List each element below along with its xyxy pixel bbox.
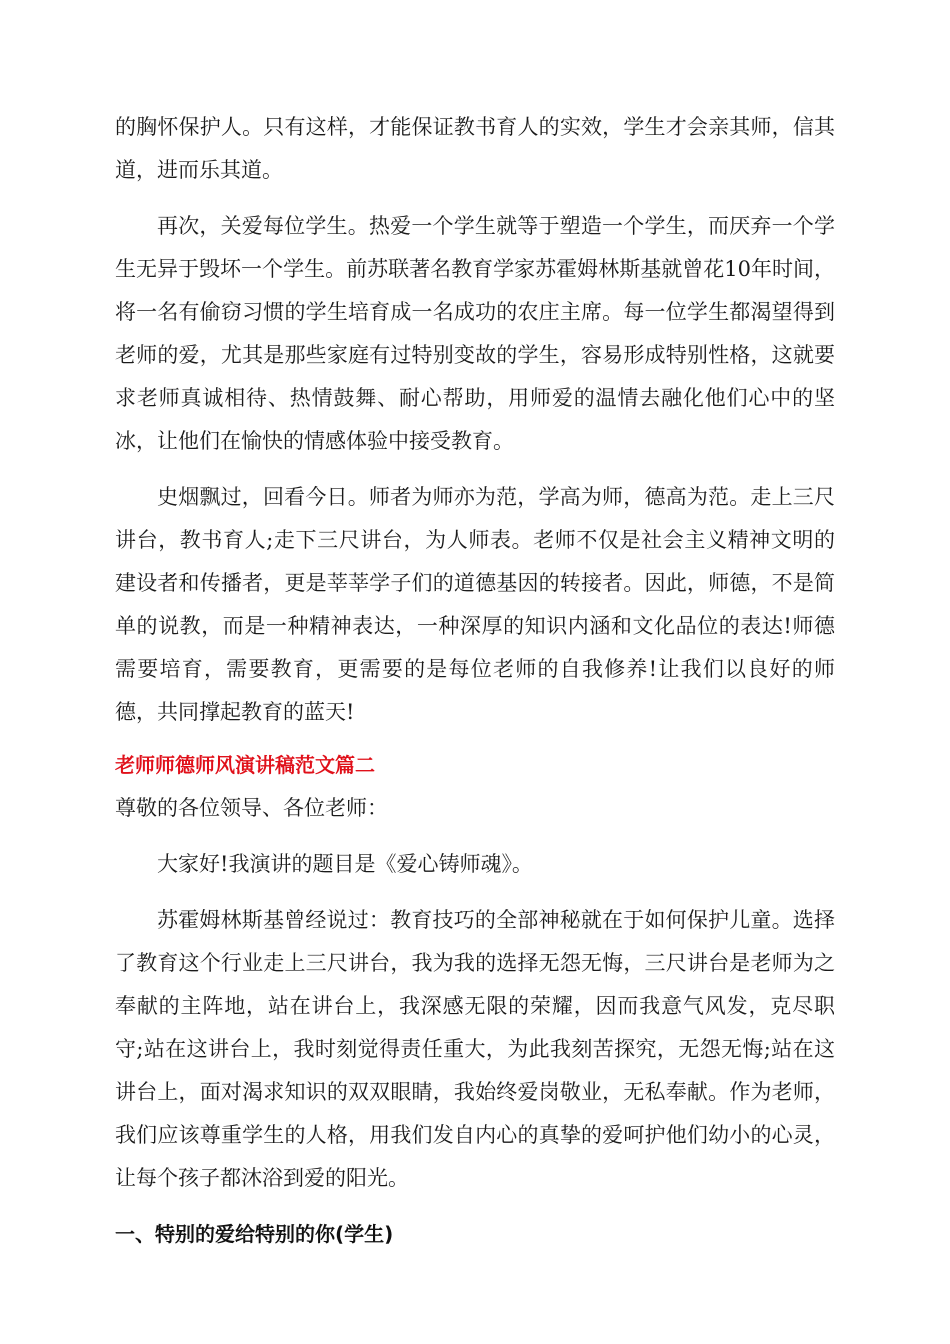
section-title: 老师师德师风演讲稿范文篇二 [115, 753, 375, 777]
document-page [115, 106, 835, 1256]
paragraph-continuation: 的胸怀保护人。只有这样，才能保证教书育人的实效，学生才会亲其师，信其道，进而乐其道。 [115, 115, 835, 182]
greeting: 尊敬的各位领导、各位老师： [115, 796, 388, 820]
paragraph-care-for-students: 再次，关爱每位学生。热爱一个学生就等于塑造一个学生，而厌弃一个学生无异于毁坏一个学生。前苏联著名教育学家苏霍姆林斯基就曾花10年时间，将一名有偷窃习惯的学生培育成一名成功的农庄主席。每一位学生都渴望得到老师的爱，尤其是那些家庭有过特别变故的学生，容易形成特别性格，这就要求老师真诚相待、热情鼓舞、耐心帮助，用师爱的温情去融化他们心中的坚冰，让他们在愉快的情感体验中接受教育。 [115, 214, 835, 453]
paragraph-quote: 苏霍姆林斯基曾经说过：教育技巧的全部神秘就在于如何保护儿童。选择了教育这个行业走上三尺讲台，我为我的选择无怨无悔，三尺讲台是老师为之奉献的主阵地，站在讲台上，我深感无限的荣耀，因而我意气风发，克尽职守;站在这讲台上，我时刻觉得责任重大，为此我刻苦探究，无怨无悔;站在这讲台上，面对渴求知识的双双眼睛，我始终爱岗敬业，无私奉献。作为老师，我们应该尊重学生的人格，用我们发自内心的真挚的爱呵护他们幼小的心灵，让每个孩子都沐浴到爱的阳光。 [115, 908, 835, 1190]
speech-title-paragraph: 大家好!我演讲的题目是《爱心铸师魂》。 [157, 852, 533, 876]
paragraph-teacher-ethics: 史烟飘过，回看今日。师者为师亦为范，学高为师，德高为范。走上三尺讲台，教书育人;走下三尺讲台，为人师表。老师不仅是社会主义精神文明的建设者和传播者，更是莘莘学子们的道德基因的转接者。因此，师德，不是简单的说教，而是一种精神表达，一种深厚的知识内涵和文化品位的表达!师德需要培育，需要教育，更需要的是每位老师的自我修养!让我们以良好的师德，共同撑起教育的蓝天! [115, 485, 835, 724]
subheading: 一、特别的爱给特别的你(学生) [115, 1222, 394, 1246]
